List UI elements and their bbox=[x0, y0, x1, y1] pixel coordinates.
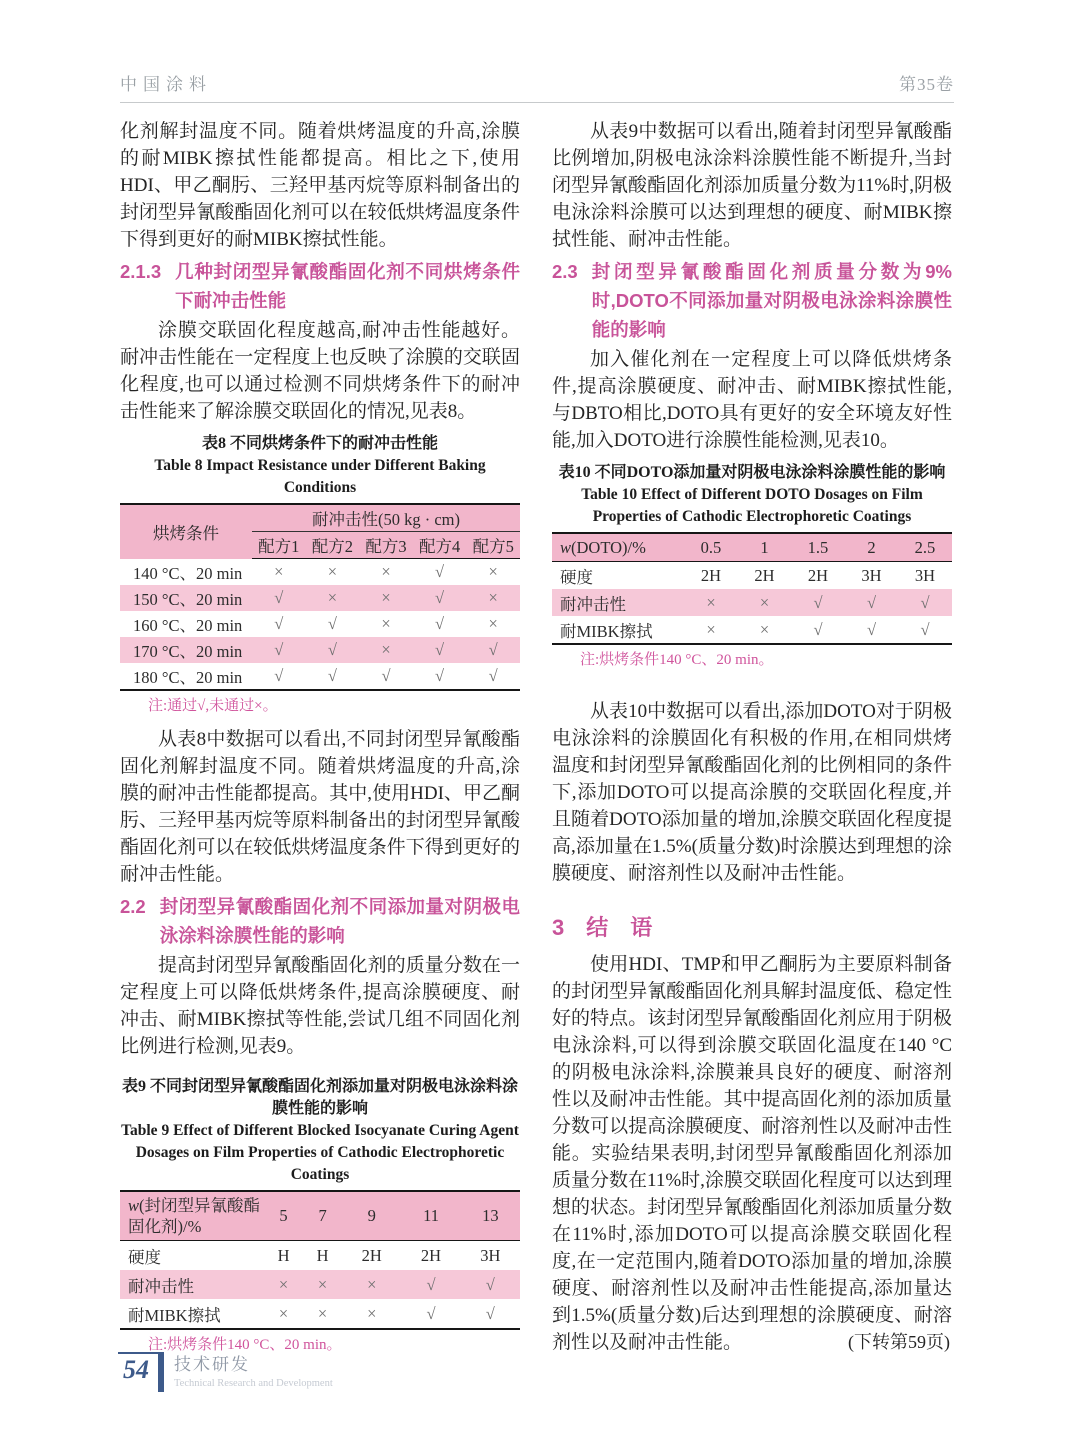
page-footer bbox=[118, 1352, 333, 1392]
row-label: 180 °C、20 min bbox=[133, 668, 243, 687]
table-cell: √ bbox=[898, 589, 952, 616]
page-number: 54 bbox=[123, 1355, 149, 1384]
table-cell: √ bbox=[426, 1303, 436, 1323]
footer-section-cn: 技术研发 bbox=[174, 1355, 250, 1374]
row-label: 160 °C、20 min bbox=[133, 616, 243, 635]
section-heading-3 bbox=[552, 913, 952, 943]
paragraph: 从表9中数据可以看出,随着封闭型异氰酸酯比例增加,阴极电泳涂料涂膜性能不断提升,当封闭型异氰酸酯固化剂添加质量分数为11%时,阴极电泳涂料涂膜可以达到理想的硬度、耐MIBK擦拭性能、耐冲击性能。 bbox=[552, 121, 952, 250]
paragraph: 加入催化剂在一定程度上可以降低烘烤条件,提高涂膜硬度、耐冲击、耐MIBK擦拭性能,与DBTO相比,DOTO具有更好的安全环境友好性能,加入DOTO进行涂膜性能检测,见表10。 bbox=[552, 349, 952, 451]
row-label: 170 °C、20 min bbox=[120, 637, 252, 663]
table-cell: 3H bbox=[914, 565, 936, 585]
row-label: 耐冲击性 bbox=[552, 589, 684, 616]
table-cell: × bbox=[684, 589, 738, 616]
section-number: 2.2 bbox=[120, 896, 146, 917]
table-cell: √ bbox=[413, 585, 467, 611]
journal-name: 中国涂料 bbox=[120, 75, 212, 94]
section-title: 封闭型异氰酸酯固化剂质量分数为9%时,DOTO不同添加量对阴极电泳涂料涂膜性能的影响 bbox=[591, 261, 952, 340]
column-header: 5 bbox=[264, 1191, 303, 1241]
paragraph: 从表8中数据可以看出,不同封闭型异氰酸酯固化剂解封温度不同。随着烘烤温度的升高,涂膜的耐冲击性能都提高。其中,使用HDI、甲乙酮肟、三羟甲基丙烷等原料制备出的封闭型异氰酸酯固化剂可以在较低烘烤温度条件下得到更好的耐冲击性能。 bbox=[120, 729, 520, 885]
section-title: 封闭型异氰酸酯固化剂不同添加量对阴极电泳涂料涂膜性能的影响 bbox=[159, 896, 520, 946]
table-cell: √ bbox=[435, 666, 445, 685]
volume-label: 第35卷 bbox=[899, 75, 954, 94]
table-cell: × bbox=[706, 619, 716, 639]
table8-caption-en: Table 8 Impact Resistance under Different Baking Conditions bbox=[154, 457, 486, 496]
table8-note: 注:通过√,未通过×。 bbox=[148, 698, 278, 714]
table-cell: √ bbox=[466, 637, 520, 663]
table-cell: H bbox=[316, 1245, 329, 1265]
page-number-box bbox=[118, 1352, 164, 1392]
table10-note: 注:烘烤条件140 °C、20 min。 bbox=[580, 652, 774, 668]
table-row bbox=[120, 637, 520, 663]
column-header: 2.5 bbox=[898, 533, 952, 562]
table-cell: × bbox=[264, 1270, 303, 1299]
table-row bbox=[120, 611, 520, 637]
table-cell: 2H bbox=[420, 1245, 442, 1265]
section-number: 2.3 bbox=[552, 261, 578, 282]
table-cell: × bbox=[274, 562, 284, 581]
table-cell: × bbox=[342, 1270, 401, 1299]
section-title: 结 语 bbox=[586, 915, 653, 940]
table8-header-row-1 bbox=[120, 504, 520, 532]
row-label: 耐MIBK擦拭 bbox=[128, 1305, 221, 1325]
footer-section-en: Technical Research and Development bbox=[174, 1378, 333, 1389]
table8-caption-cn: 表8 不同烘烤条件下的耐冲击性能 bbox=[201, 435, 438, 452]
table10-header-row bbox=[552, 533, 952, 562]
row-label: 140 °C、20 min bbox=[133, 563, 243, 583]
table10-caption-cn: 表10 不同DOTO添加量对阴极电泳涂料涂膜性能的影响 bbox=[558, 464, 946, 481]
table-cell: 2H bbox=[700, 565, 722, 585]
section-heading-2-2 bbox=[120, 892, 520, 950]
column-header: 9 bbox=[342, 1191, 401, 1241]
w-symbol: w bbox=[560, 537, 572, 557]
table-cell: × bbox=[488, 562, 498, 581]
table9-note: 注:烘烤条件140 °C、20 min。 bbox=[148, 1337, 342, 1353]
table-cell: √ bbox=[461, 1270, 520, 1299]
table-cell: √ bbox=[381, 666, 391, 685]
table-cell: 2H bbox=[361, 1245, 382, 1265]
running-head bbox=[120, 70, 954, 103]
column-header: 配方1 bbox=[252, 532, 306, 559]
row-label: 150 °C、20 min bbox=[120, 585, 252, 611]
column-header: 13 bbox=[461, 1191, 520, 1241]
table8-col0-header: 烘烤条件 bbox=[120, 504, 252, 559]
table-cell: × bbox=[367, 1303, 377, 1323]
table-row bbox=[552, 616, 952, 644]
table9-col0-header bbox=[120, 1191, 264, 1241]
row-label: 耐冲击性 bbox=[120, 1270, 264, 1299]
column-header: 配方4 bbox=[413, 532, 467, 559]
column-header: 11 bbox=[401, 1191, 460, 1241]
table-cell: × bbox=[488, 614, 498, 633]
table-row bbox=[120, 663, 520, 690]
table8-span-header: 耐冲击性(50 kg · cm) bbox=[252, 504, 520, 532]
table-cell: √ bbox=[306, 637, 360, 663]
paragraph: 涂膜交联固化程度越高,耐冲击性能越好。耐冲击性能在一定程度上也反映了涂膜的交联固化程度,也可以通过检测不同烘烤条件下的耐冲击性能来了解涂膜交联固化的情况,见表8。 bbox=[120, 320, 520, 422]
table-cell: √ bbox=[866, 619, 876, 639]
table-cell: × bbox=[466, 585, 520, 611]
table-cell: √ bbox=[920, 619, 930, 639]
column-header: 配方5 bbox=[466, 532, 520, 559]
paragraph: 从表10中数据可以看出,添加DOTO对于阴极电泳涂料的涂膜固化有积极的作用,在相同烘烤温度和封闭型异氰酸酯固化剂的比例相同的条件下,添加DOTO可以提高涂膜的交联固化程度,并且随着DOTO添加量的增加,涂膜交联固化程度提高,添加量在1.5%(质量分数)时涂膜达到理想的涂膜硬度、耐溶剂性以及耐冲击性能。 bbox=[552, 701, 952, 884]
table-cell: 3H bbox=[861, 565, 882, 585]
table-cell: √ bbox=[274, 614, 284, 633]
row-label: 硬度 bbox=[128, 1247, 161, 1267]
table10-col0-header bbox=[552, 533, 684, 562]
table-row bbox=[120, 559, 520, 586]
table-cell: × bbox=[359, 637, 413, 663]
section-title: 几种封闭型异氰酸酯固化剂不同烘烤条件下耐冲击性能 bbox=[175, 261, 520, 311]
row-label: 硬度 bbox=[560, 567, 593, 587]
footer-section bbox=[174, 1352, 333, 1389]
left-column bbox=[120, 118, 520, 1355]
table9-caption-en: Table 9 Effect of Different Blocked Isocyanate Curing Agent Dosages on Film Properties of Cathodic Electrophoretic Coatings bbox=[121, 1122, 519, 1183]
section-heading-2-3 bbox=[552, 257, 952, 344]
table-cell: 2H bbox=[754, 565, 775, 585]
table-cell: √ bbox=[413, 637, 467, 663]
table-cell: √ bbox=[435, 614, 445, 633]
table-9 bbox=[120, 1190, 520, 1330]
table-cell: √ bbox=[791, 589, 845, 616]
table-cell: √ bbox=[485, 1303, 495, 1323]
table-cell: × bbox=[759, 619, 770, 639]
table-cell: × bbox=[738, 589, 791, 616]
continuation-note: (下转第59页) bbox=[848, 1332, 950, 1352]
table-cell: √ bbox=[274, 666, 284, 685]
table-cell: 2H bbox=[807, 565, 829, 585]
section-number: 3 bbox=[552, 915, 565, 940]
table-cell: H bbox=[277, 1245, 290, 1265]
table-cell: √ bbox=[252, 637, 306, 663]
table-cell: √ bbox=[488, 666, 498, 685]
table9-caption-cn: 表9 不同封闭型异氰酸酯固化剂添加量对阴极电泳涂料涂膜性能的影响 bbox=[121, 1078, 518, 1117]
table-row bbox=[552, 562, 952, 590]
table-cell: √ bbox=[435, 562, 445, 581]
right-column bbox=[552, 118, 952, 1356]
table-cell: × bbox=[303, 1270, 342, 1299]
table9-header-row bbox=[120, 1191, 520, 1241]
table-row bbox=[120, 1241, 520, 1271]
table-10 bbox=[552, 532, 952, 645]
column-header: 1.5 bbox=[791, 533, 845, 562]
table-row bbox=[120, 1299, 520, 1329]
table-row bbox=[120, 585, 520, 611]
table-cell: √ bbox=[252, 585, 306, 611]
column-header: 配方2 bbox=[306, 532, 360, 559]
column-header: 0.5 bbox=[684, 533, 738, 562]
column-header: 1 bbox=[738, 533, 791, 562]
table-cell: × bbox=[359, 585, 413, 611]
column-header: 配方3 bbox=[359, 532, 413, 559]
table-cell: 3H bbox=[480, 1245, 501, 1265]
table-cell: × bbox=[381, 562, 391, 581]
w-rest: (封闭型异氰酸酯固化剂)/% bbox=[128, 1196, 261, 1236]
table-cell: √ bbox=[845, 589, 898, 616]
column-header: 7 bbox=[303, 1191, 342, 1241]
table-cell: √ bbox=[813, 619, 823, 639]
table-cell: √ bbox=[401, 1270, 460, 1299]
row-label: 耐MIBK擦拭 bbox=[560, 621, 653, 641]
table-cell: × bbox=[327, 562, 338, 581]
column-header: 2 bbox=[845, 533, 898, 562]
paragraph-continuation: 化剂解封温度不同。随着烘烤温度的升高,涂膜的耐MIBK擦拭性能都提高。相比之下,使用HDI、甲乙酮肟、三羟甲基丙烷等原料制备出的封闭型异氰酸酯固化剂可以在较低烘烤温度条件下得到更好的耐MIBK擦拭性能。 bbox=[120, 121, 520, 250]
table-cell: × bbox=[306, 585, 360, 611]
paragraph: 使用HDI、TMP和甲乙酮肟为主要原料制备的封闭型异氰酸酯固化剂具解封温度低、稳定性好的特点。该封闭型异氰酸酯固化剂应用于阴极电泳涂料,可以得到涂膜交联固化温度在140 °C的阴极电泳涂料,涂膜兼具良好的硬度、耐溶剂性以及耐冲击性能。其中提高固化剂的添加质量分数可以提高涂膜硬度、耐溶剂性以及耐冲击性能。实验结果表明,封闭型异氰酸酯固化剂添加质量分数在11%时,涂膜交联固化程度可以达到理想的状态。封闭型异氰酸酯固化剂添加质量分数在11%时,添加DOTO可以提高涂膜交联固化程度,在一定范围内,随着DOTO添加量的增加,涂膜硬度、耐溶剂性以及耐冲击性能提高,添加量达到1.5%(质量分数)后达到理想的涂膜硬度、耐溶剂性以及耐冲击性能。 bbox=[552, 954, 952, 1353]
table-cell: √ bbox=[327, 666, 337, 685]
paragraph: 提高封闭型异氰酸酯固化剂的质量分数在一定程度上可以降低烘烤条件,提高涂膜硬度、耐冲击、耐MIBK擦拭等性能,尝试几组不同固化剂比例进行检测,见表9。 bbox=[120, 955, 520, 1057]
table-cell: × bbox=[278, 1303, 289, 1323]
table-row bbox=[120, 1270, 520, 1299]
section-number: 2.1.3 bbox=[120, 261, 162, 282]
w-rest: (DOTO)/% bbox=[571, 537, 646, 557]
table-row bbox=[552, 589, 952, 616]
section-heading-2-1-3 bbox=[120, 257, 520, 315]
table-cell: √ bbox=[327, 614, 337, 633]
table-8 bbox=[120, 503, 520, 691]
table-cell: × bbox=[317, 1303, 328, 1323]
table-cell: × bbox=[381, 614, 391, 633]
table10-caption-en: Table 10 Effect of Different DOTO Dosages on Film Properties of Cathodic Electrophoretic Coatings bbox=[581, 486, 923, 525]
w-symbol: w bbox=[128, 1196, 140, 1215]
